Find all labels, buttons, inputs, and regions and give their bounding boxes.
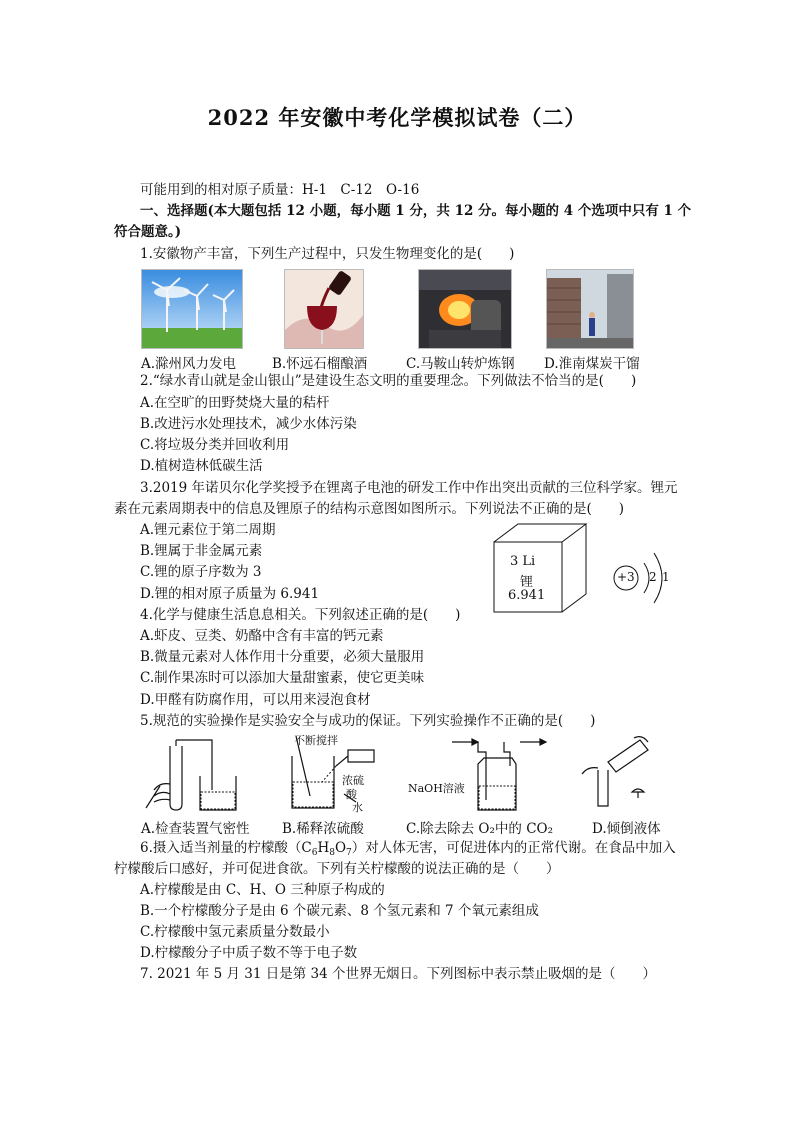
q6-stem-line1: 6.摄入适当剂量的柠檬酸$(C_6H_8O_7)$对人体无害，可促进体内的正常代谢。在食品中加入 <box>140 840 676 858</box>
q1-option-b: B.怀远石榴酿酒 <box>272 356 368 372</box>
q1-option-c: C.马鞍山转炉炼钢 <box>406 356 515 372</box>
q2-option-c: C.将垃圾分类并回收利用 <box>140 437 290 453</box>
q6-option-a: A.柠檬酸是由 C、H、O 三种原子构成的 <box>140 882 385 898</box>
element-name: 锂 <box>520 575 534 590</box>
q1-stem: 1.安徽物产丰富，下列生产过程中，只发生物理变化的是( ) <box>140 246 515 262</box>
q6-stem-line2: 柠檬酸后口感好，并可促进食欲。下列有关柠檬酸的说法正确的是（ ） <box>114 861 560 877</box>
q5-stem: 5.规范的实验操作是实验安全与成功的保证。下列实验操作不正确的是( ) <box>140 713 596 729</box>
coking-plant-photo <box>546 269 634 349</box>
q4-option-b: B.微量元素对人体作用十分重要，必须大量服用 <box>140 649 425 665</box>
page-title: 2022 年安徽中考化学模拟试卷（二） <box>207 105 587 130</box>
atom-diagram <box>610 545 680 615</box>
q3-option-d: D.锂的相对原子质量为 6.941 <box>140 586 320 602</box>
wine-photo <box>284 269 364 349</box>
wind-turbine-photo <box>141 269 243 349</box>
q2-option-a: A.在空旷的田野焚烧大量的秸杆 <box>140 395 330 411</box>
label-acid-2: 酸 <box>346 788 357 801</box>
q6-option-d: D.柠檬酸分子中质子数不等于电子数 <box>140 945 358 961</box>
label-water: 水 <box>352 801 363 814</box>
q1-option-d: D.淮南煤炭干馏 <box>544 356 640 372</box>
q5-option-b: B.稀释浓硫酸 <box>282 821 364 837</box>
element-mass: 6.941 <box>508 588 546 603</box>
label-stir: 不断搅拌 <box>294 734 338 747</box>
q4-option-c: C.制作果冻时可以添加大量甜蜜素，使它更美味 <box>140 670 425 686</box>
element-number-symbol: 3 Li <box>510 554 536 569</box>
q4-stem: 4.化学与健康生活息息相关。下列叙述正确的是( ) <box>140 607 461 623</box>
q3-option-c: C.锂的原子序数为 3 <box>140 564 262 580</box>
apparatus-dilute-acid <box>282 732 400 814</box>
q2-option-b: B.改进污水处理技术，减少水体污染 <box>140 416 357 432</box>
q3-option-a: A.锂元素位于第二周期 <box>140 522 276 538</box>
apparatus-pouring <box>578 734 660 812</box>
atomic-masses: 可能用到的相对原子质量：H-1 C-12 O-16 <box>140 182 420 198</box>
q7-stem: 7. 2021 年 5 月 31 日是第 34 个世界无烟日。下列图标中表示禁止吸烟的是（ ） <box>140 966 657 982</box>
q2-stem: 2.“绿水青山就是金山银山”是建设生态文明的重要理念。下列做法不恰当的是( ) <box>140 373 637 389</box>
q5-option-a: A.检查装置气密性 <box>141 821 250 837</box>
section-heading-line1: 一、选择题(本大题包括 12 小题，每小题 1 分，共 12 分。每小题的 4 个选项中只有 1 个 <box>140 203 692 219</box>
atom-shell-2: 1 <box>662 570 670 584</box>
label-naoh: NaOH溶液 <box>408 782 465 795</box>
q2-option-d: D.植树造林低碳生活 <box>140 458 263 474</box>
element-card <box>490 520 592 616</box>
q1-option-a: A.滁州风力发电 <box>141 356 237 372</box>
label-acid-1: 浓硫 <box>342 774 364 787</box>
q3-stem-line1: 3.2019 年诺贝尔化学奖授予在锂离子电池的研发工作中作出突出贡献的三位科学家。锂元 <box>140 480 678 496</box>
apparatus-gas-washing <box>406 738 552 814</box>
q4-option-d: D.甲醛有防腐作用，可以用来浸泡食材 <box>140 692 371 708</box>
steel-furnace-photo <box>418 269 512 349</box>
q4-option-a: A.虾皮、豆类、奶酪中含有丰富的钙元素 <box>140 628 384 644</box>
apparatus-airtightness <box>140 738 240 814</box>
atom-nucleus: +3 <box>617 570 635 584</box>
q5-option-d: D.倾倒液体 <box>592 821 661 837</box>
q6-option-c: C.柠檬酸中氢元素质量分数最小 <box>140 924 330 940</box>
q3-option-b: B.锂属于非金属元素 <box>140 543 263 559</box>
q3-stem-line2: 素在元素周期表中的信息及锂原子的结构示意图如图所示。下列说法不正确的是( ) <box>114 501 625 517</box>
section-heading-line2: 符合题意。) <box>114 224 182 240</box>
q5-option-c: C.除去除去 O₂中的 CO₂ <box>406 821 554 837</box>
q6-option-b: B.一个柠檬酸分子是由 6 个碳元素、8 个氢元素和 7 个氧元素组成 <box>140 903 539 919</box>
atom-shell-1: 2 <box>649 570 657 584</box>
